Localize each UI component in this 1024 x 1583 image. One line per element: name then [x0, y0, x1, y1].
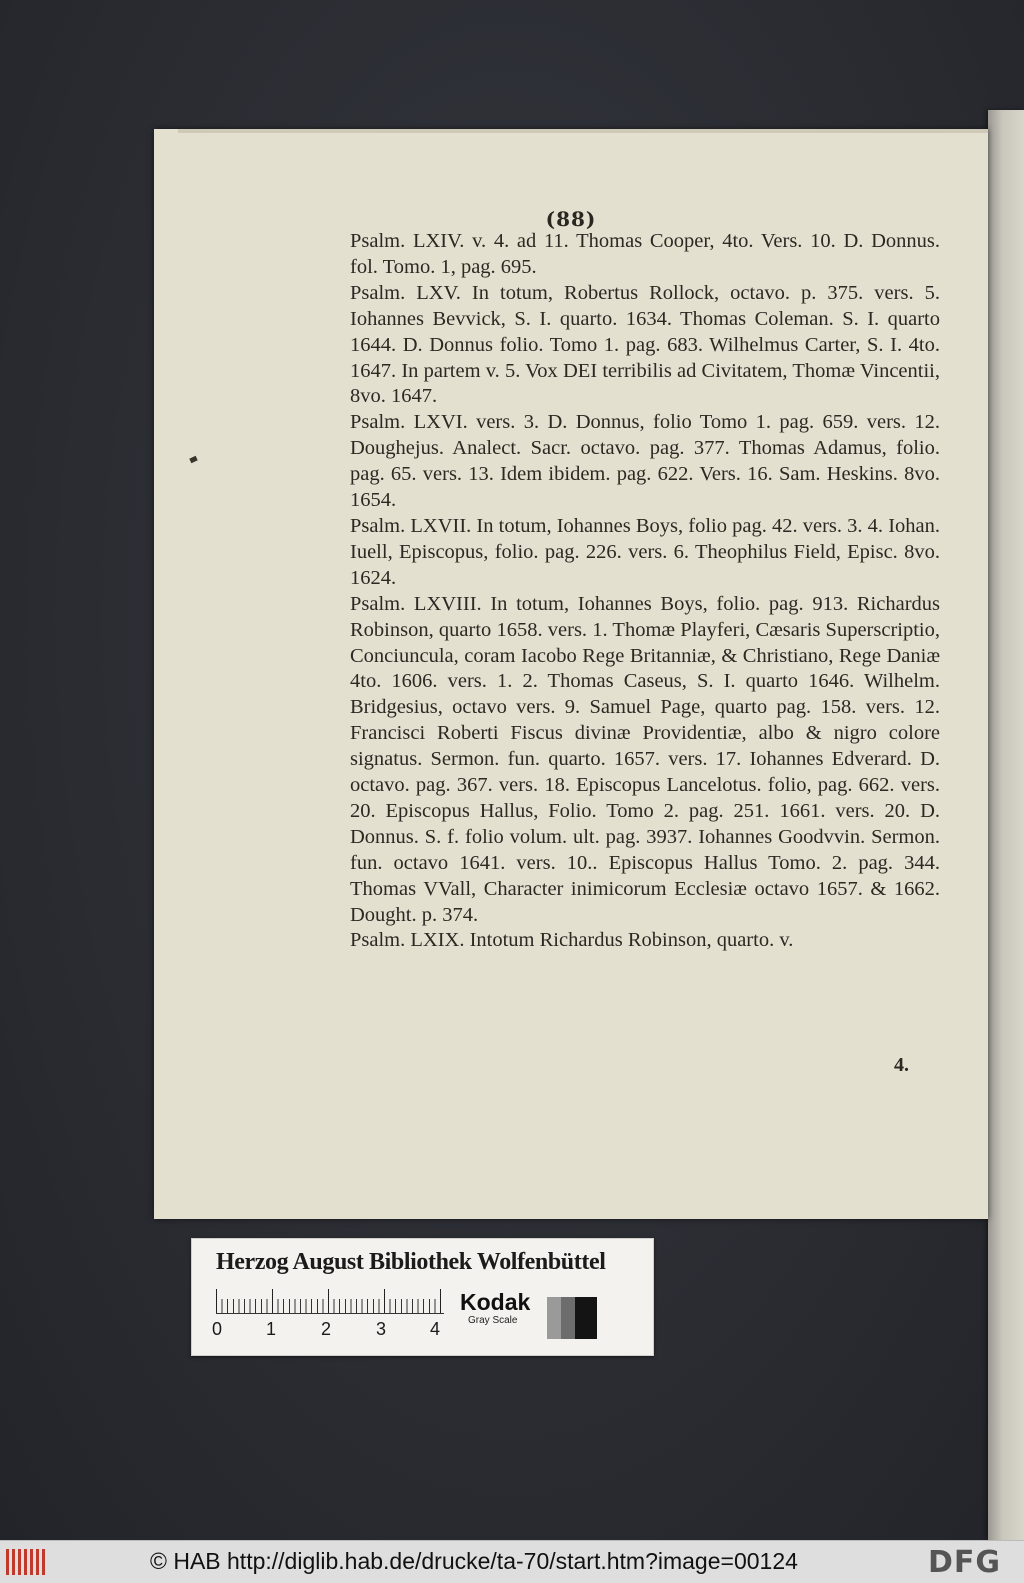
ruler-number: 1 [266, 1319, 277, 1339]
ruler-number: 2 [321, 1319, 332, 1339]
color-scale-card [191, 1238, 654, 1356]
ruler-number: 4 [430, 1319, 441, 1339]
page-body-text: Psalm. LXIV. v. 4. ad 11. Thomas Cooper, 4to. Vers. 10. D. Donnus. fol. Tomo. 1, pag. 695. Psalm. LXV. In totum, Robertus Rollock, octavo. p. 375. vers. 5. Iohannes Bevvick, S. I. quarto. 1634. Thomas Coleman. S. I. quarto 1644. D. Donnus folio. Tomo 1. pag. 683. Wilhelmus Carter, S. I. 4to. 1647. In partem v. 5. Vox DEI terribilis ad Civitatem, Thomæ Vincentii, 8vo. 1647. Psalm. LXVI. vers. 3. D. Donnus, folio Tomo 1. pag. 659. vers. 12. Doughejus. Analect. Sacr. octavo. pag. 377. Thomas Adamus, folio. pag. 65. vers. 13. Idem ibidem. pag. 622. Vers. 16. Sam. Heskins. 8vo. 1654. Psalm. LXVII. In totum, Iohannes Boys, folio pag. 42. vers. 3. 4. Iohan. Iuell, Episcopus, folio. pag. 226. vers. 6. Theophilus Field, Episc. 8vo. 1624. Psalm. LXVIII. In totum, Iohannes Boys, folio. pag. 913. Richardus Robinson, quarto 1658. vers. 1. Thomæ Playferi, Cæsaris Superscriptio, Conciuncula, coram Iacobo Rege Britanniæ, & Christiano, Rege Daniæ 4to. 1606. vers. 1. 2. Thomas Caseus, S. I. quarto 1646. Wilhelm. Bridgesius, octavo vers. 9. Samuel Page, quarto pag. 158. vers. 12. Francisci Roberti Fiscus divinæ Providentiæ, albo & nigro colore signatus. Sermon. fun. quarto. 1657. vers. 17. Iohannes Edverard. D. octavo. pag. 367. vers. 18. Episcopus Lancelotus. folio, pag. 662. vers. 20. Episcopus Hallus, Folio. Tomo 2. pag. 251. 1661. vers. 20. D. Donnus. S. f. folio volum. ult. pag. 3937. Iohannes Goodvvin. Sermon. fun. octavo 1641. vers. 10.. Episcopus Hallus Tomo. 2. pag. 344. Thomas VVall, Character inimicorum Ecclesiæ octavo 1657. & 1662. Dought. p. 374. Psalm. LXIX. Intotum Richardus Robinson, quarto. v. [350, 230, 940, 952]
ruler-major-tick [272, 1289, 273, 1313]
gray-swatch-light [547, 1297, 561, 1339]
gray-swatch-mid [561, 1297, 575, 1339]
ruler [216, 1289, 444, 1314]
footer-bar [0, 1540, 1024, 1583]
footer-copyright-url[interactable]: © HAB http://diglib.hab.de/drucke/ta-70/start.htm?image=00124 [150, 1548, 798, 1574]
kodak-brand: Kodak [460, 1289, 531, 1315]
ruler-number: 0 [212, 1319, 223, 1339]
ruler-major-tick [440, 1289, 441, 1313]
gray-scale-label: Gray Scale [468, 1315, 518, 1326]
page-header: (88) [545, 207, 597, 231]
book-page [154, 129, 988, 1219]
catchword: 4. [894, 1054, 909, 1076]
ruler-number: 3 [376, 1319, 387, 1339]
ruler-major-tick [328, 1289, 329, 1313]
library-name: Herzog August Bibliothek Wolfenbüttel [216, 1249, 606, 1275]
gray-swatch-black [575, 1297, 597, 1339]
dfg-logo: DFG [928, 1545, 1002, 1580]
page-top-edge [178, 129, 988, 133]
margin-mark [189, 456, 197, 463]
hab-logo-icon [6, 1549, 46, 1575]
ruler-major-tick [384, 1289, 385, 1313]
adjacent-page-edge [988, 110, 1024, 1540]
ruler-major-tick [216, 1289, 217, 1313]
